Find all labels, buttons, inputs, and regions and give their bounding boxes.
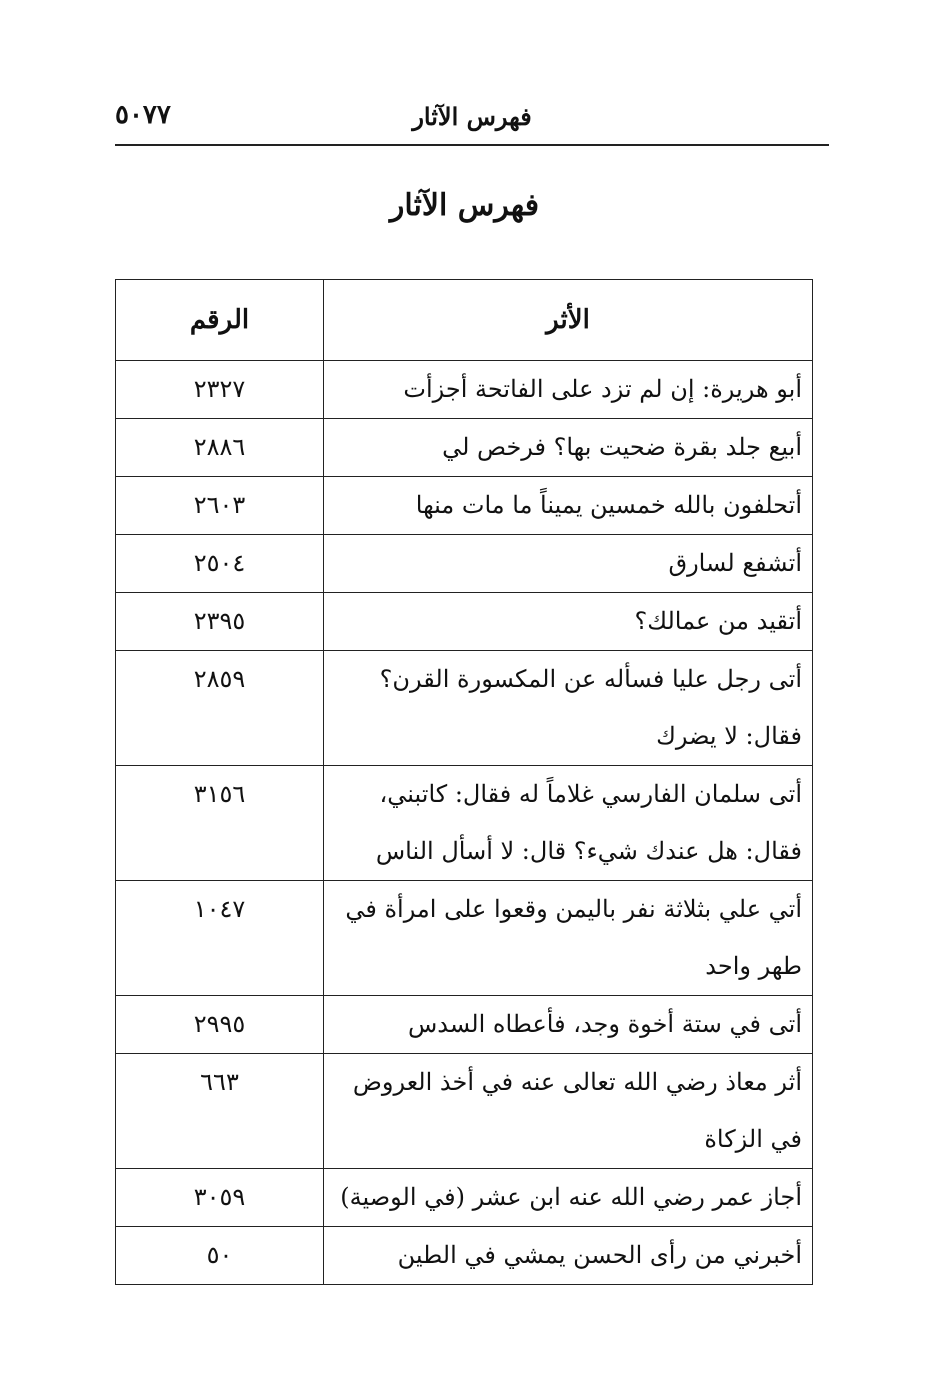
table-row (116, 477, 813, 535)
athar-number: ٢٣٢٧ (116, 361, 324, 419)
table-header-row (116, 280, 813, 361)
athar-text: أبو هريرة: إن لم تزد على الفاتحة أجزأت (324, 361, 813, 419)
table-row (116, 651, 813, 766)
table-row (116, 361, 813, 419)
table-row (116, 419, 813, 477)
athar-number: ٣٠٥٩ (116, 1169, 324, 1227)
athar-number: ٦٦٣ (116, 1054, 324, 1169)
athar-number: ٢٦٠٣ (116, 477, 324, 535)
running-header (115, 96, 829, 146)
column-header-number: الرقم (116, 280, 324, 361)
athar-text: أتي علي بثلاثة نفر باليمن وقعوا على امرأة في طهر واحد (324, 881, 813, 996)
table-row (116, 535, 813, 593)
athar-text: أثر معاذ رضي الله تعالى عنه في أخذ العروض في الزكاة (324, 1054, 813, 1169)
table-row (116, 1054, 813, 1169)
athar-text: أتحلفون بالله خمسين يميناً ما مات منها (324, 477, 813, 535)
athar-number: ٢٨٨٦ (116, 419, 324, 477)
athar-number: ٥٠ (116, 1227, 324, 1285)
athar-text: أتى رجل عليا فسأله عن المكسورة القرن؟ فقال: لا يضرك (324, 651, 813, 766)
athar-text: أخبرني من رأى الحسن يمشي في الطين (324, 1227, 813, 1285)
athar-text: أجاز عمر رضي الله عنه ابن عشر (في الوصية) (324, 1169, 813, 1227)
page-title: فهرس الآثار (389, 188, 540, 223)
page-number: ٥٠٧٧ (115, 100, 171, 130)
table-row (116, 593, 813, 651)
athar-number: ٢٥٠٤ (116, 535, 324, 593)
athar-number: ٢٩٩٥ (116, 996, 324, 1054)
table-row (116, 996, 813, 1054)
athar-text: أتى في ستة أخوة وجد، فأعطاه السدس (324, 996, 813, 1054)
athar-number: ١٠٤٧ (116, 881, 324, 996)
table-row (116, 766, 813, 881)
athar-text: أتقيد من عمالك؟ (324, 593, 813, 651)
table-row (116, 1169, 813, 1227)
athar-index-table (115, 279, 813, 1285)
athar-text: أتى سلمان الفارسي غلاماً له فقال: كاتبني، فقال: هل عندك شيء؟ قال: لا أسأل الناس (324, 766, 813, 881)
running-title: فهرس الآثار (412, 102, 532, 131)
column-header-athar: الأثر (324, 280, 813, 361)
athar-number: ٢٨٥٩ (116, 651, 324, 766)
athar-text: أتشفع لسارق (324, 535, 813, 593)
athar-number: ٢٣٩٥ (116, 593, 324, 651)
table-row (116, 881, 813, 996)
athar-text: أبيع جلد بقرة ضحيت بها؟ فرخص لي (324, 419, 813, 477)
athar-number: ٣١٥٦ (116, 766, 324, 881)
table-row (116, 1227, 813, 1285)
